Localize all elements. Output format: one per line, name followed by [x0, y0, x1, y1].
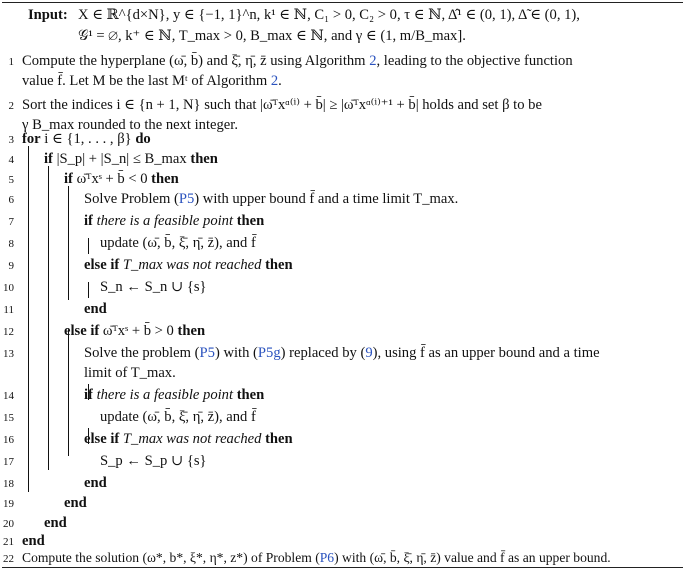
algorithm-link[interactable]: 2 — [270, 73, 279, 89]
problem-p5-link[interactable]: P5 — [178, 191, 195, 207]
constraint-p5g-link[interactable]: P5g — [257, 345, 281, 361]
algorithm-link[interactable]: 2 — [369, 53, 377, 69]
equation-9-link[interactable]: 9 — [365, 345, 373, 361]
update-bar-1 — [88, 238, 89, 254]
if-branch-bar — [68, 186, 69, 300]
problem-p6-link[interactable]: P6 — [319, 550, 335, 565]
problem-p5-link[interactable]: P5 — [199, 345, 215, 361]
top-rule — [2, 2, 683, 3]
input-text-1: X ∈ ℝ^{d×N}, y ∈ {−1, 1}^n, k¹ ∈ ℕ, C₁ > 0, C₂ > 0, τ ∈ ℕ, Δ̂¹ ∈ (0, 1), Δ̃ ∈ (0, 1), — [78, 7, 580, 23]
bottom-rule — [2, 567, 683, 568]
sn-bar — [88, 282, 89, 298]
elseif-branch-bar — [68, 330, 69, 456]
input-text-2: 𝒢¹ = ∅, k⁺ ∈ ℕ, T_max > 0, B_max ∈ ℕ, and γ ∈ (1, m/B_max]. — [78, 28, 466, 44]
if-scope-bar — [48, 166, 49, 470]
for-scope-bar — [28, 146, 29, 492]
input-label: Input: — [28, 7, 68, 23]
